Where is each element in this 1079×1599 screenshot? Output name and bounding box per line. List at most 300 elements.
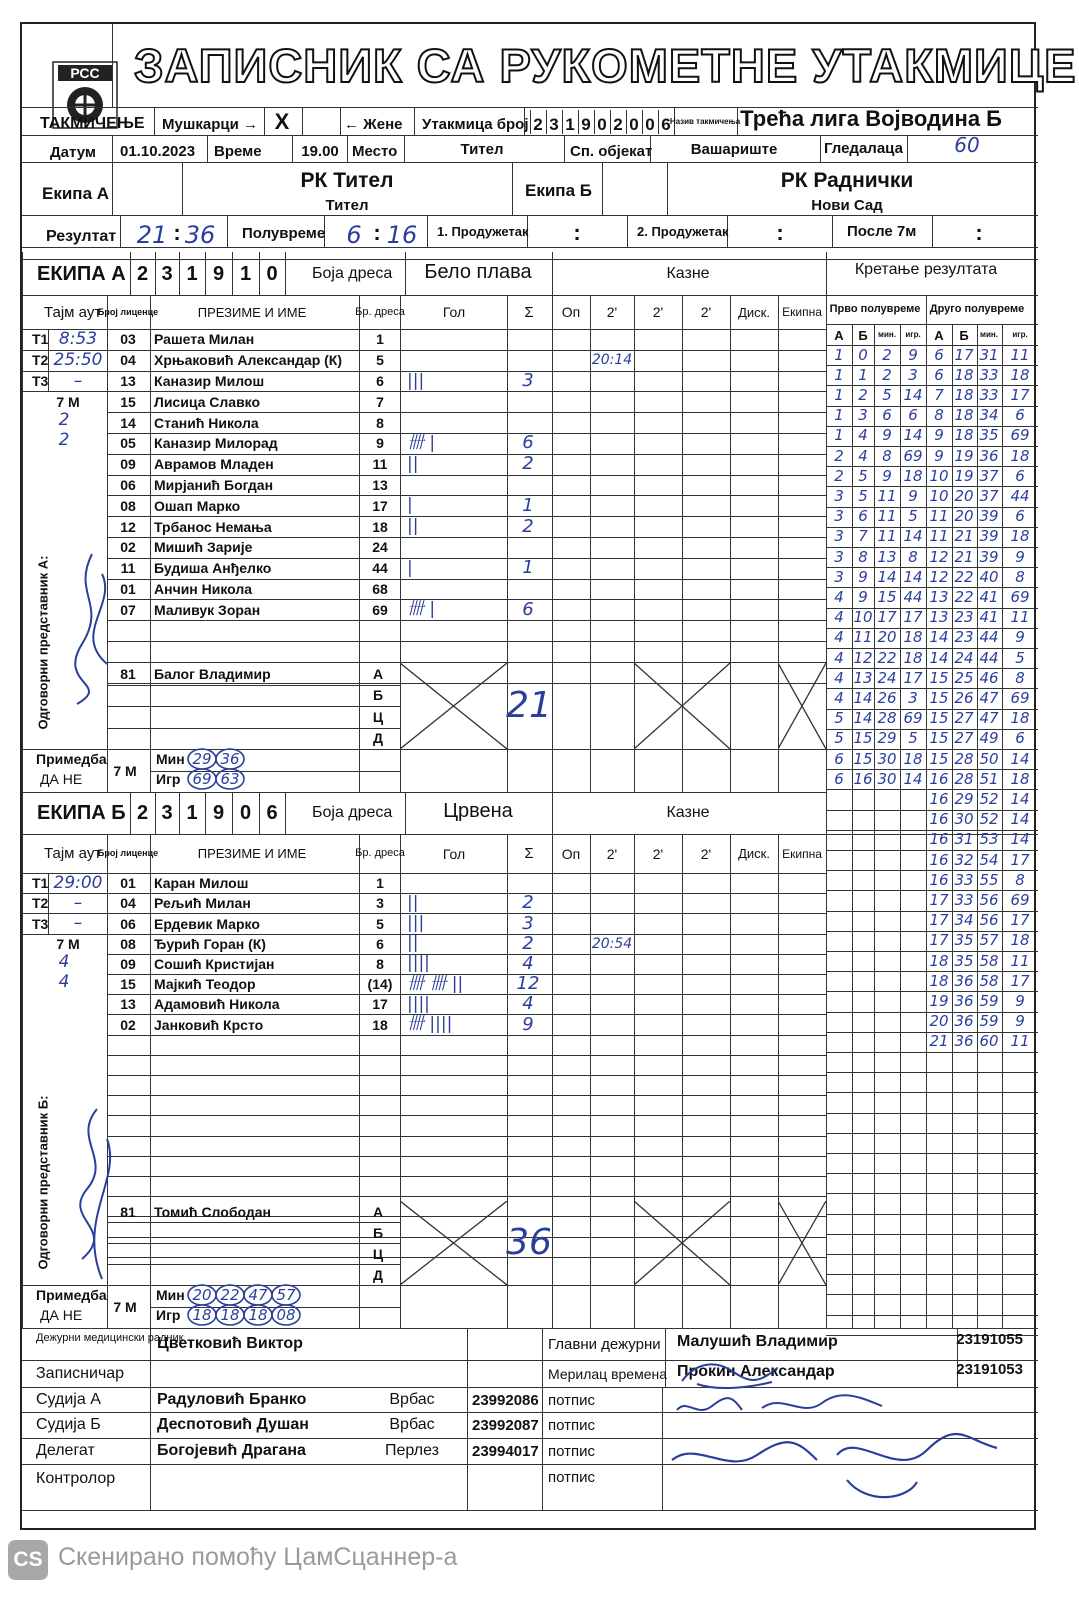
- match-no-digit: 0: [645, 114, 655, 134]
- progress-first-half-cell: 4: [834, 628, 844, 647]
- team_a-sigma-head: Σ: [524, 303, 534, 321]
- team_a-player-jersey: 17: [372, 497, 388, 514]
- progress-second-half-cell: 35: [954, 951, 974, 970]
- halftime-b: 16: [386, 221, 418, 249]
- progress-first-half-cell: 22: [877, 648, 897, 667]
- team_a-player-jersey: 8: [376, 414, 384, 431]
- progress-second-half-cell: 22: [954, 588, 974, 606]
- progress-first-half-cell: 2: [834, 466, 844, 485]
- team_b-penalties-label: Казне: [666, 804, 710, 821]
- progress-second-half-cell: 41: [979, 588, 999, 606]
- progress-second-half-cell: 8: [934, 406, 944, 425]
- camscanner-logo-icon: CS: [8, 1540, 48, 1580]
- team_a-two-head: 2': [700, 304, 712, 320]
- ot1-label: 1. Продужетак: [437, 223, 529, 239]
- place-value: Тител: [460, 140, 504, 158]
- team-a-label: Екипа А: [42, 183, 110, 203]
- team_a-timeout-label: T1: [32, 331, 49, 348]
- progress-second-half-cell: 6: [1015, 466, 1025, 485]
- progress-first-half-cell: 14: [903, 386, 923, 404]
- team_a-note-7m: 7 М: [113, 762, 137, 779]
- progress-second-half-cell: 9: [1015, 992, 1025, 1010]
- team_b-sevenm-value: 4: [58, 951, 70, 972]
- team_b-yesno: ДА НЕ: [40, 1307, 83, 1323]
- progress-first-half-cell: 8: [882, 446, 892, 465]
- referee-a-id: 23992086: [472, 1391, 539, 1409]
- team_a-official-name: Балог Владимир: [154, 665, 271, 682]
- progress-first-half-cell: 6: [908, 406, 918, 425]
- progress-second-half-cell: 33: [954, 870, 974, 889]
- progress-second-half-cell: 49: [979, 729, 999, 748]
- team_a-player-name: Мирјанић Богдан: [154, 477, 274, 493]
- spectators-value: 60: [954, 133, 980, 157]
- team_a-player-goal-sum: 1: [522, 557, 534, 579]
- progress-second-half-cell: 18: [929, 971, 949, 990]
- progress-first-half-cell: 13: [853, 668, 873, 687]
- progress-first-half-cell: 6: [834, 749, 844, 768]
- team_a-official-letter: Д: [373, 730, 383, 747]
- team_b-two-head: 2': [606, 845, 618, 862]
- progress-second-half-cell: 46: [979, 668, 999, 687]
- team_b-player-jersey: 18: [372, 1016, 388, 1033]
- progress-first-half-cell: 30: [877, 769, 897, 788]
- team_a-code-digit: 0: [266, 262, 278, 285]
- progress-second-half-cell: 33: [979, 386, 999, 404]
- progress-second-half-cell: 11: [929, 527, 949, 546]
- team_a-player-license: 13: [120, 373, 136, 389]
- team_a-player-jersey: 44: [372, 560, 388, 577]
- team_b-igr-value: 18: [248, 1305, 268, 1324]
- progress-first-half-cell: 4: [858, 446, 868, 465]
- progress-first-half-cell: 16: [853, 769, 873, 788]
- progress-second-half-cell: 19: [954, 446, 974, 465]
- progress-second-half-cell: 17: [1010, 971, 1030, 990]
- progress-second-half-cell: 18: [929, 951, 949, 970]
- progress-second-half-cell: 11: [1010, 1032, 1030, 1051]
- team_b-player-name: Мајкић Теодор: [154, 976, 256, 993]
- progress-second-half-cell: 26: [954, 689, 974, 707]
- progress-first-half-cell: 3: [834, 567, 844, 586]
- progress-second-half-cell: 54: [979, 850, 999, 869]
- team_a-player-name: Трбанос Немања: [154, 518, 272, 535]
- progress-second-half-cell: 6: [1015, 406, 1025, 425]
- progress-first-half-cell: 4: [834, 668, 844, 687]
- team_a-player-goal-tally: ||: [407, 453, 419, 474]
- progress-second-half-cell: 17: [929, 891, 949, 909]
- progress-head-min: мин.: [878, 330, 896, 339]
- place-label: Место: [352, 142, 398, 160]
- progress-second-half-cell: 9: [1015, 547, 1025, 566]
- team_b-teampen-cross: [778, 1201, 826, 1285]
- team_a-player-jersey: 24: [372, 539, 388, 556]
- progress-first-half-cell: 9: [882, 466, 892, 485]
- team_b-license-head: Број лиценце: [97, 848, 159, 858]
- progress-second-half-cell: 18: [954, 426, 974, 445]
- progress-second-half-cell: 16: [929, 790, 949, 808]
- team_b-player-penalty: 20:54: [591, 935, 633, 952]
- progress-second-half-cell: 40: [979, 567, 999, 586]
- team_b-player-goal-tally: ||: [407, 933, 419, 954]
- progress-second-half-cell: 39: [979, 507, 999, 526]
- team_b-player-license: 09: [120, 955, 136, 972]
- progress-second-half-cell: 50: [979, 749, 999, 768]
- team_a-player-name: Станић Никола: [154, 414, 259, 431]
- progress-first-half-cell: 15: [853, 729, 873, 748]
- progress-second-half-cell: 6: [934, 365, 944, 384]
- progress-first-half-cell: 11: [877, 527, 897, 546]
- progress-second-half-cell: 9: [1015, 628, 1025, 647]
- progress-second-half-cell: 57: [979, 931, 999, 950]
- team_b-timeout-head: Тајм аут: [44, 845, 102, 862]
- team_a-goal-head: Гол: [442, 304, 466, 320]
- progress-second-half-cell: 34: [979, 406, 999, 425]
- team_b-total-goals: 36: [506, 1222, 552, 1263]
- team_a-player-jersey: 69: [372, 601, 388, 618]
- team_b-player-goal-sum: 9: [522, 1013, 534, 1035]
- progress-first-half-cell: 24: [877, 668, 897, 687]
- progress-second-half-cell: 11: [1010, 345, 1030, 364]
- team_b-disq-head: Диск.: [738, 846, 770, 861]
- team_b-code-digit: 9: [212, 802, 225, 824]
- team_a-player-goal-sum: 2: [522, 515, 534, 537]
- team_a-yesno: ДА НЕ: [40, 771, 83, 787]
- team-b-name: РК Раднички: [780, 168, 914, 192]
- team_b-player-goal-tally: ||: [407, 892, 419, 913]
- team_b-player-jersey: 17: [372, 996, 388, 1013]
- team_b-official-letter: Ц: [372, 1245, 384, 1262]
- match-no-digit: 2: [533, 114, 543, 134]
- team_a-player-name: Маливук Зоран: [154, 601, 261, 618]
- progress-second-half-cell: 8: [1015, 567, 1025, 586]
- competition-name: Трећа лига Војводина Б: [740, 106, 1002, 131]
- delegate-id: 23994017: [472, 1442, 539, 1460]
- progress-second-half-cell: 17: [929, 911, 949, 930]
- team_b-player-goal-sum: 3: [522, 912, 534, 934]
- team_a-sevenm-label: 7 М: [56, 393, 80, 410]
- team_b-dress-label: Боја дреса: [312, 804, 393, 821]
- team_a-player-jersey: 1: [376, 331, 384, 348]
- team_b-player-goal-tally: ||||: [407, 993, 430, 1014]
- team_a-player-license: 02: [120, 539, 136, 556]
- progress-second-half-cell: 21: [954, 547, 974, 566]
- progress-second-half-cell: 14: [1010, 790, 1030, 808]
- match-no-digit: 1: [565, 114, 575, 134]
- progress-second-half-cell: 39: [979, 547, 999, 566]
- progress-second-half-cell: 18: [1010, 446, 1030, 465]
- team_a-player-name: Каназир Милорад: [154, 435, 278, 452]
- progress-second-half-cell: 16: [929, 830, 949, 849]
- team_a-name-head: ПРЕЗИМЕ И ИМЕ: [197, 304, 307, 320]
- date-value: 01.10.2023: [120, 142, 196, 160]
- progress-second-half-cell: 31: [979, 345, 999, 364]
- progress-first-half-cell: 1: [858, 365, 868, 384]
- progress-first-half-cell: 14: [853, 689, 873, 707]
- team_a-two-head: 2': [652, 304, 664, 320]
- team_b-player-license: 04: [120, 895, 136, 912]
- progress-second-half-cell: 15: [929, 689, 949, 707]
- team_a-official-letter: Б: [372, 687, 384, 704]
- progress-second-half-cell: 51: [979, 769, 999, 788]
- progress-first-half-cell: 14: [903, 527, 923, 546]
- referee-a-city: Врбас: [389, 1391, 435, 1408]
- team_b-player-jersey: 3: [376, 895, 384, 912]
- progress-first-half-cell: 0: [858, 345, 868, 364]
- progress-second-half-cell: 8: [1015, 870, 1025, 889]
- team_a-note-label: Примедба: [36, 751, 107, 767]
- progress-second-half-cell: 18: [954, 406, 974, 425]
- progress-second-half-cell: 27: [954, 729, 974, 748]
- delegate-signature-label: потпис: [548, 1442, 596, 1460]
- progress-first-half-cell: 20: [877, 628, 897, 647]
- halftime-label: Полувреме: [242, 224, 326, 242]
- progress-first-half-cell: 18: [903, 466, 923, 485]
- team_b-player-license: 01: [120, 875, 136, 892]
- progress-second-half-cell: 15: [929, 668, 949, 687]
- team_b-player-name: Ердевик Марко: [154, 915, 260, 932]
- progress-second-half-cell: 36: [954, 1032, 974, 1051]
- progress-first-half-cell: 4: [834, 608, 844, 627]
- timer-label: Мерилац времена: [548, 1366, 668, 1382]
- progress-head-colB: Б: [959, 327, 969, 343]
- progress-first-half-cell: 69: [903, 446, 923, 465]
- progress-second-half-cell: 14: [1010, 830, 1030, 849]
- progress-second-half-cell: 9: [1015, 1012, 1025, 1031]
- progress-second-half-cell: 16: [929, 769, 949, 788]
- team_b-timeout-label: T3: [32, 915, 49, 932]
- referee-b-label: Судија Б: [36, 1416, 101, 1433]
- progress-second-half-cell: 14: [1010, 810, 1030, 829]
- progress-first-half-cell: 17: [877, 608, 897, 627]
- team_b-player-goal-sum: 12: [516, 973, 540, 995]
- progress-first-half-cell: 5: [908, 507, 918, 526]
- team_a-pen-cross: [634, 663, 730, 749]
- progress-second-half-cell: 17: [1010, 911, 1030, 930]
- team_b-official-name: Томић Слободан: [154, 1203, 271, 1220]
- team-b-label: Екипа Б: [525, 180, 592, 200]
- first-half-label: Прво полувреме: [829, 302, 921, 315]
- progress-second-half-cell: 6: [1015, 507, 1025, 526]
- progress-second-half-cell: 5: [1015, 648, 1025, 667]
- signature-rep-b: [52, 1099, 132, 1299]
- team_a-player-jersey: 68: [372, 581, 388, 597]
- progress-first-half-cell: 69: [903, 709, 923, 728]
- team_a-player-goal-tally: |||: [407, 370, 425, 391]
- referee-a-name: Радуловић Бранко: [157, 1391, 307, 1408]
- progress-second-half-cell: 16: [929, 850, 949, 869]
- result-b: 36: [184, 221, 216, 249]
- team_a-player-goal-sum: 6: [522, 432, 534, 454]
- team_a-igr-value: 63: [220, 769, 240, 788]
- progress-head-igr: игр.: [905, 330, 921, 339]
- progress-first-half-cell: 5: [858, 487, 868, 505]
- progress-second-half-cell: 59: [979, 992, 999, 1010]
- team_a-jersey-head: Бр. дреса: [355, 305, 405, 318]
- team_b-timeout-value: 29:00: [53, 872, 103, 893]
- team_a-player-license: 04: [120, 352, 136, 369]
- team_b-player-license: 06: [120, 915, 136, 932]
- team_b-op-head: Оп: [561, 845, 581, 862]
- progress-second-half-cell: 18: [1010, 709, 1030, 728]
- progress-first-half-cell: 2: [834, 446, 844, 465]
- progress-first-half-cell: 18: [903, 648, 923, 667]
- progress-second-half-cell: 56: [979, 891, 999, 909]
- team_a-total-goals: 21: [506, 685, 552, 726]
- progress-first-half-cell: 44: [903, 588, 923, 606]
- progress-second-half-cell: 47: [979, 709, 999, 728]
- controller-label: Контролор: [36, 1470, 116, 1487]
- time-label: Време: [214, 142, 262, 160]
- team_b-player-goal-tally: 卌 卌 ||: [407, 973, 464, 994]
- progress-second-half-cell: 6: [934, 345, 944, 364]
- team_a-player-license: 15: [120, 393, 136, 410]
- recorder-label: Записничар: [36, 1365, 125, 1382]
- team_b-igr-value: 18: [220, 1305, 240, 1324]
- team_b-timeout-label: T1: [32, 875, 49, 892]
- progress-second-half-cell: 58: [979, 971, 999, 990]
- team_b-official-letter: Д: [373, 1266, 383, 1283]
- progress-second-half-cell: 12: [929, 547, 949, 566]
- progress-second-half-cell: 69: [1010, 689, 1030, 707]
- team_a-player-goal-sum: 6: [522, 598, 534, 620]
- progress-second-half-cell: 18: [1010, 931, 1030, 950]
- team_a-igr-circle: [214, 767, 246, 791]
- progress-first-half-cell: 11: [877, 487, 897, 505]
- progress-first-half-cell: 15: [853, 749, 873, 768]
- progress-second-half-cell: 29: [954, 790, 974, 808]
- progress-second-half-cell: 69: [1010, 588, 1030, 606]
- progress-second-half-cell: 52: [979, 790, 999, 808]
- progress-first-half-cell: 12: [853, 648, 873, 667]
- signature-delegate: [667, 1420, 1007, 1510]
- progress-second-half-cell: 36: [954, 1012, 974, 1031]
- team_a-teampen-head: Екипна: [782, 305, 822, 319]
- progress-second-half-cell: 11: [929, 507, 949, 526]
- progress-first-half-cell: 17: [903, 608, 923, 627]
- team_a-player-license: 01: [120, 581, 136, 597]
- team_a-player-license: 14: [120, 414, 136, 431]
- scanner-footer: [0, 1530, 1079, 1599]
- progress-first-half-cell: 5: [908, 729, 918, 748]
- progress-second-half-cell: 31: [954, 830, 974, 849]
- progress-first-half-cell: 11: [853, 628, 873, 647]
- result-label: Резултат: [46, 228, 117, 245]
- progress-second-half-cell: 18: [1010, 769, 1030, 788]
- progress-first-half-cell: 14: [903, 426, 923, 445]
- progress-second-half-cell: 9: [934, 446, 944, 465]
- delegate-name: Богојевић Драгана: [157, 1442, 306, 1459]
- team_a-official-license: 81: [120, 665, 136, 682]
- second-half-label: Друго полувреме: [929, 302, 1025, 315]
- team_b-player-name: Адамовић Никола: [154, 996, 280, 1013]
- progress-first-half-cell: 30: [877, 749, 897, 768]
- progress-first-half-cell: 14: [853, 709, 873, 728]
- team_a-player-goal-tally: 卌 |: [407, 432, 436, 453]
- progress-first-half-cell: 1: [834, 406, 844, 425]
- referee-b-id: 23992087: [472, 1416, 539, 1434]
- team_a-timeout-value: 8:53: [58, 328, 98, 349]
- venue-label: Сп. објекат: [570, 142, 653, 160]
- team_a-op-head: Оп: [561, 304, 581, 320]
- progress-second-half-cell: 27: [954, 709, 974, 728]
- team_a-code-digit: 9: [212, 262, 225, 285]
- progress-second-half-cell: 35: [954, 931, 974, 950]
- team_a-timeout-value: –: [73, 370, 83, 391]
- progress-first-half-cell: 9: [858, 588, 868, 606]
- team_b-sigma-head: Σ: [524, 845, 534, 862]
- progress-second-half-cell: 36: [954, 971, 974, 990]
- team_a-player-penalty: 20:14: [591, 352, 633, 369]
- team_a-official-letter: Ц: [372, 708, 384, 725]
- team_b-igr-value: 18: [192, 1305, 212, 1324]
- progress-first-half-cell: 7: [858, 527, 868, 546]
- progress-second-half-cell: 37: [979, 487, 999, 505]
- progress-second-half-cell: 44: [979, 628, 999, 647]
- team_a-player-goal-tally: ||: [407, 516, 419, 537]
- progress-second-half-cell: 44: [979, 648, 999, 667]
- progress-second-half-cell: 17: [1010, 386, 1030, 404]
- progress-second-half-cell: 20: [954, 487, 974, 505]
- team_b-player-name: Ђурић Горан (К): [154, 935, 266, 952]
- team_a-player-license: 11: [120, 560, 136, 577]
- referee-b-signature-label: потпис: [548, 1416, 596, 1434]
- progress-second-half-cell: 10: [929, 466, 949, 485]
- referee-b-name: Деспотовић Душан: [157, 1416, 309, 1433]
- team_a-code-digit: 2: [136, 262, 149, 285]
- progress-first-half-cell: 3: [834, 487, 844, 505]
- progress-second-half-cell: 15: [929, 749, 949, 768]
- team_b-player-goal-tally: |||: [407, 913, 425, 933]
- team_a-sevenm-value: 2: [58, 409, 70, 430]
- team_b-timeout-value: –: [73, 913, 83, 933]
- progress-second-half-cell: 15: [929, 729, 949, 748]
- progress-first-half-cell: 17: [903, 668, 923, 687]
- progress-second-half-cell: 6: [1015, 729, 1025, 748]
- team_b-igr-circle: [270, 1303, 302, 1327]
- competition-label: ТАКМИЧЕЊЕ: [40, 115, 145, 132]
- team_b-teampen-head: Екипна: [782, 846, 822, 861]
- team_b-official-letter: А: [372, 1203, 384, 1220]
- team_a-player-license: 03: [120, 331, 136, 348]
- progress-second-half-cell: 20: [954, 507, 974, 526]
- team_b-note-7m: 7 М: [113, 1298, 137, 1315]
- team_a-igr-value: 69: [192, 769, 212, 788]
- team_b-sevenm-label: 7 М: [56, 935, 80, 952]
- delegate-label: Делегат: [36, 1442, 95, 1459]
- progress-second-half-cell: 17: [929, 931, 949, 950]
- progress-second-half-cell: 23: [954, 608, 974, 627]
- team_a-player-goal-sum: 2: [522, 453, 534, 475]
- match-no-digit: 9: [581, 114, 591, 134]
- progress-first-half-cell: 5: [834, 709, 844, 728]
- referee-a-signature-label: потпис: [548, 1391, 596, 1409]
- progress-first-half-cell: 5: [858, 466, 868, 485]
- timer-id: 23191053: [956, 1360, 1023, 1378]
- team_b-two-head: 2': [652, 845, 664, 862]
- team_a-min-value: 36: [220, 749, 240, 768]
- progress-second-half-cell: 17: [1010, 850, 1030, 869]
- team_b-player-license: 08: [120, 935, 136, 952]
- competition-name-label: Назив такмичења: [669, 117, 741, 126]
- progress-second-half-cell: 36: [954, 992, 974, 1010]
- match-no-label: Утакмица број: [422, 115, 529, 133]
- progress-second-half-cell: 19: [929, 992, 949, 1010]
- team_a-code-digit: 3: [161, 262, 173, 285]
- progress-second-half-cell: 36: [979, 446, 999, 465]
- team_a-player-jersey: 5: [376, 352, 384, 369]
- progress-second-half-cell: 18: [954, 386, 974, 404]
- team_b-jersey-head: Бр. дреса: [355, 847, 405, 859]
- progress-first-half-cell: 14: [903, 567, 923, 586]
